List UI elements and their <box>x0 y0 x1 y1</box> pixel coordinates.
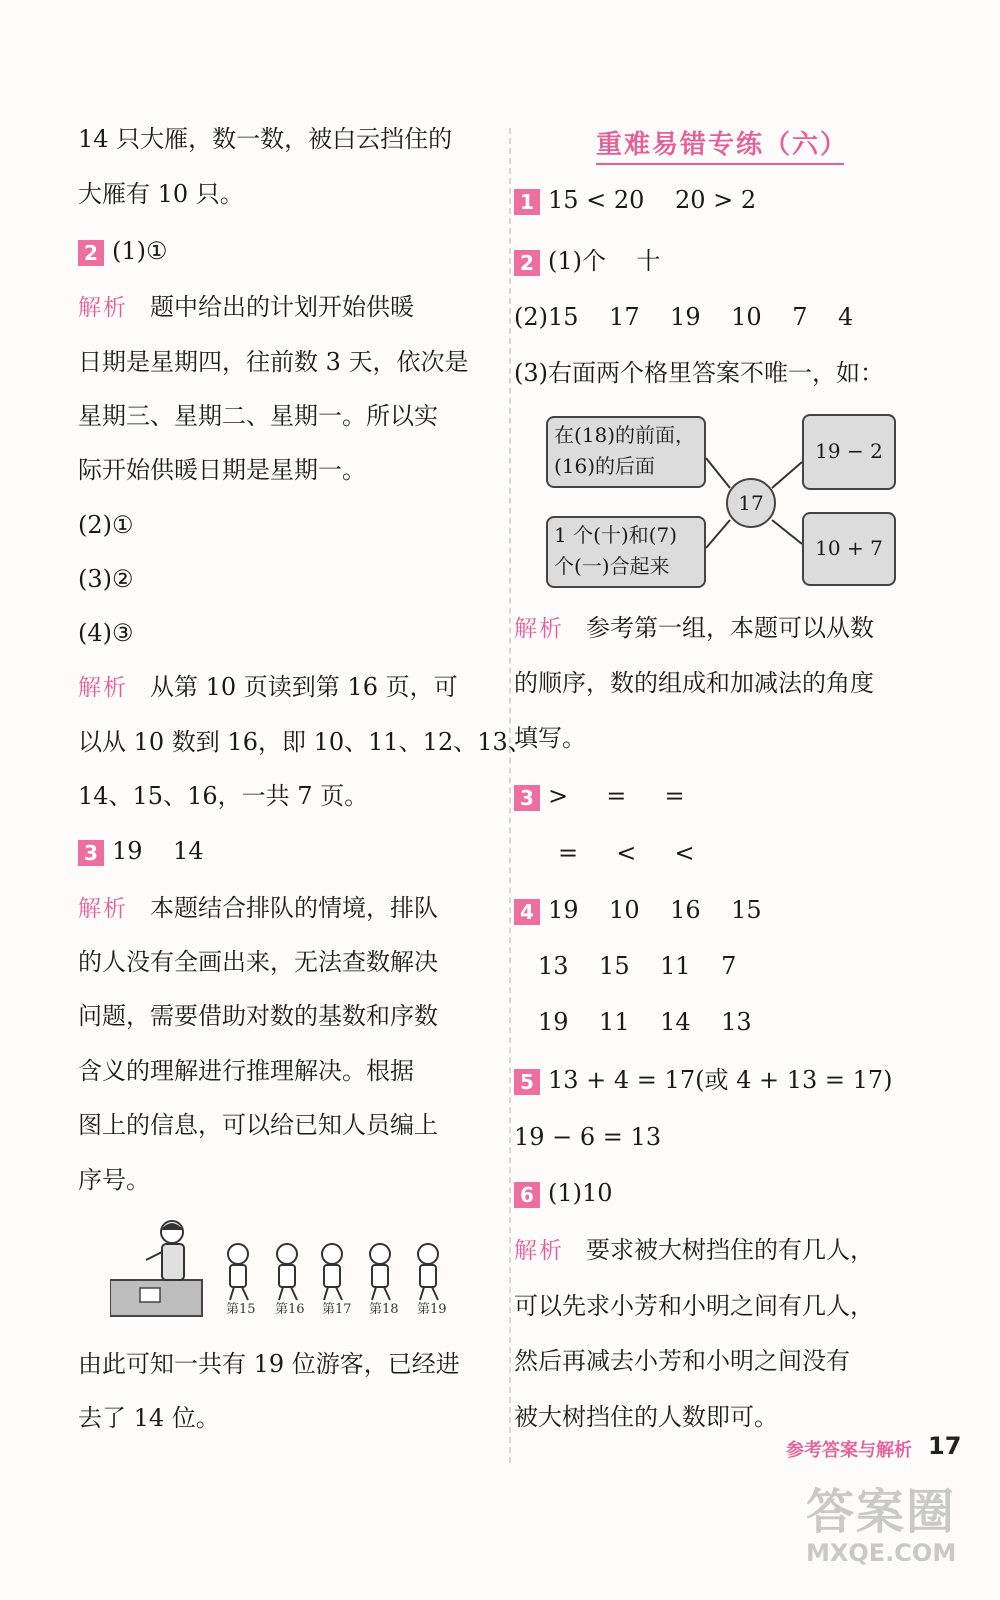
text-line: 填写。 <box>514 724 586 752</box>
text-line: 日期是星期四，往前数 3 天，依次是 <box>78 348 469 376</box>
question-3-answer: 3 19 14 <box>78 836 204 866</box>
queue-label: 第17 <box>322 1302 352 1317</box>
text-line: 被大树挡住的人数即可。 <box>514 1403 778 1431</box>
analysis-line: 解析 题中给出的计划开始供暖 <box>78 293 414 321</box>
text-line: 以从 10 数到 16，即 10、11、12、13、 <box>78 728 532 756</box>
number-relation-diagram <box>546 412 902 590</box>
analysis-line: 解析 参考第一组，本题可以从数 <box>514 614 874 642</box>
expression-box: 10 + 7 <box>802 512 896 586</box>
text-line: 际开始供暖日期是星期一。 <box>78 456 366 484</box>
analysis-label: 解析 <box>514 616 564 642</box>
text-line: 问题，需要借助对数的基数和序数 <box>78 1002 438 1030</box>
analysis-line: 解析 本题结合排队的情境，排队 <box>78 894 438 922</box>
question-2-answer: 2 (1)个 十 <box>514 246 661 276</box>
queue-label: 第18 <box>369 1302 399 1317</box>
question-5-answer: 5 13 + 4 = 17(或 4 + 13 = 17) <box>514 1065 893 1095</box>
footer-label: 参考答案与解析 <box>786 1440 912 1461</box>
analysis-line: 解析 从第 10 页读到第 16 页，可 <box>78 673 458 701</box>
text-line: 去了 14 位。 <box>78 1404 220 1432</box>
answer-part: (4)③ <box>78 619 134 647</box>
text-line: 由此可知一共有 19 位游客，已经进 <box>78 1350 460 1378</box>
center-number-circle: 17 <box>726 478 776 528</box>
analysis-line: 解析 要求被大树挡住的有几人， <box>514 1236 874 1264</box>
question-2-answer: 2 (1)① <box>78 236 168 266</box>
watermark: 答案圈 MXQE.COM <box>806 1484 957 1567</box>
analysis-label: 解析 <box>78 295 128 321</box>
text-line: = < < <box>558 839 695 867</box>
queue-label: 第16 <box>275 1302 305 1317</box>
text-line: 可以先求小芳和小明之间有几人， <box>514 1292 874 1320</box>
text-line: 然后再减去小芳和小明之间没有 <box>514 1347 850 1375</box>
question-number-badge: 4 <box>514 899 540 925</box>
analysis-label: 解析 <box>78 896 128 922</box>
question-number-badge: 2 <box>78 240 104 266</box>
question-4-answer: 4 19 10 16 15 <box>514 895 762 925</box>
text-line: 大雁有 10 只。 <box>78 180 244 208</box>
text-line: (2)15 17 19 10 7 4 <box>514 303 854 331</box>
page-number: 17 <box>928 1432 962 1460</box>
text-line: 图上的信息，可以给已知人员编上 <box>78 1111 438 1139</box>
answer-part: (2)① <box>78 511 134 539</box>
text-line: 的顺序，数的组成和加减法的角度 <box>514 669 874 697</box>
text-line: 星期三、星期二、星期一。所以实 <box>78 402 438 430</box>
question-number-badge: 5 <box>514 1069 540 1095</box>
analysis-label: 解析 <box>78 675 128 701</box>
text-line: 19 11 14 13 <box>538 1008 752 1036</box>
question-6-answer: 6 (1)10 <box>514 1178 613 1208</box>
text-line: 14 只大雁，数一数，被白云挡住的 <box>78 125 453 153</box>
question-number-badge: 6 <box>514 1182 540 1208</box>
text-line: 序号。 <box>78 1166 150 1194</box>
text-line: 19 − 6 = 13 <box>514 1123 662 1151</box>
text-line: 含义的理解进行推理解决。根据 <box>78 1057 414 1085</box>
answer-part: (3)② <box>78 565 134 593</box>
text-line: 14、15、16，一共 7 页。 <box>78 782 369 810</box>
question-1-answer: 1 15 < 20 20 > 2 <box>514 185 756 215</box>
text-line: 13 15 11 7 <box>538 952 737 980</box>
queue-illustration <box>110 1216 480 1326</box>
question-number-badge: 3 <box>514 785 540 811</box>
condition-box: 1 个(十)和(7) 个(一)合起来 <box>546 516 706 588</box>
question-3-answer: 3 > = = <box>514 781 685 811</box>
condition-box: 在(18)的前面， (16)的后面 <box>546 416 706 488</box>
section-title: 重难易错专练（六） <box>596 124 844 165</box>
question-number-badge: 3 <box>78 840 104 866</box>
column-divider <box>509 128 511 1463</box>
text-line: 的人没有全画出来，无法查数解决 <box>78 948 438 976</box>
expression-box: 19 − 2 <box>802 414 896 490</box>
text-line: (3)右面两个格里答案不唯一，如： <box>514 359 884 387</box>
queue-label: 第19 <box>417 1302 447 1317</box>
queue-label: 第15 <box>226 1302 256 1317</box>
analysis-label: 解析 <box>514 1238 564 1264</box>
question-number-badge: 1 <box>514 189 540 215</box>
question-number-badge: 2 <box>514 250 540 276</box>
